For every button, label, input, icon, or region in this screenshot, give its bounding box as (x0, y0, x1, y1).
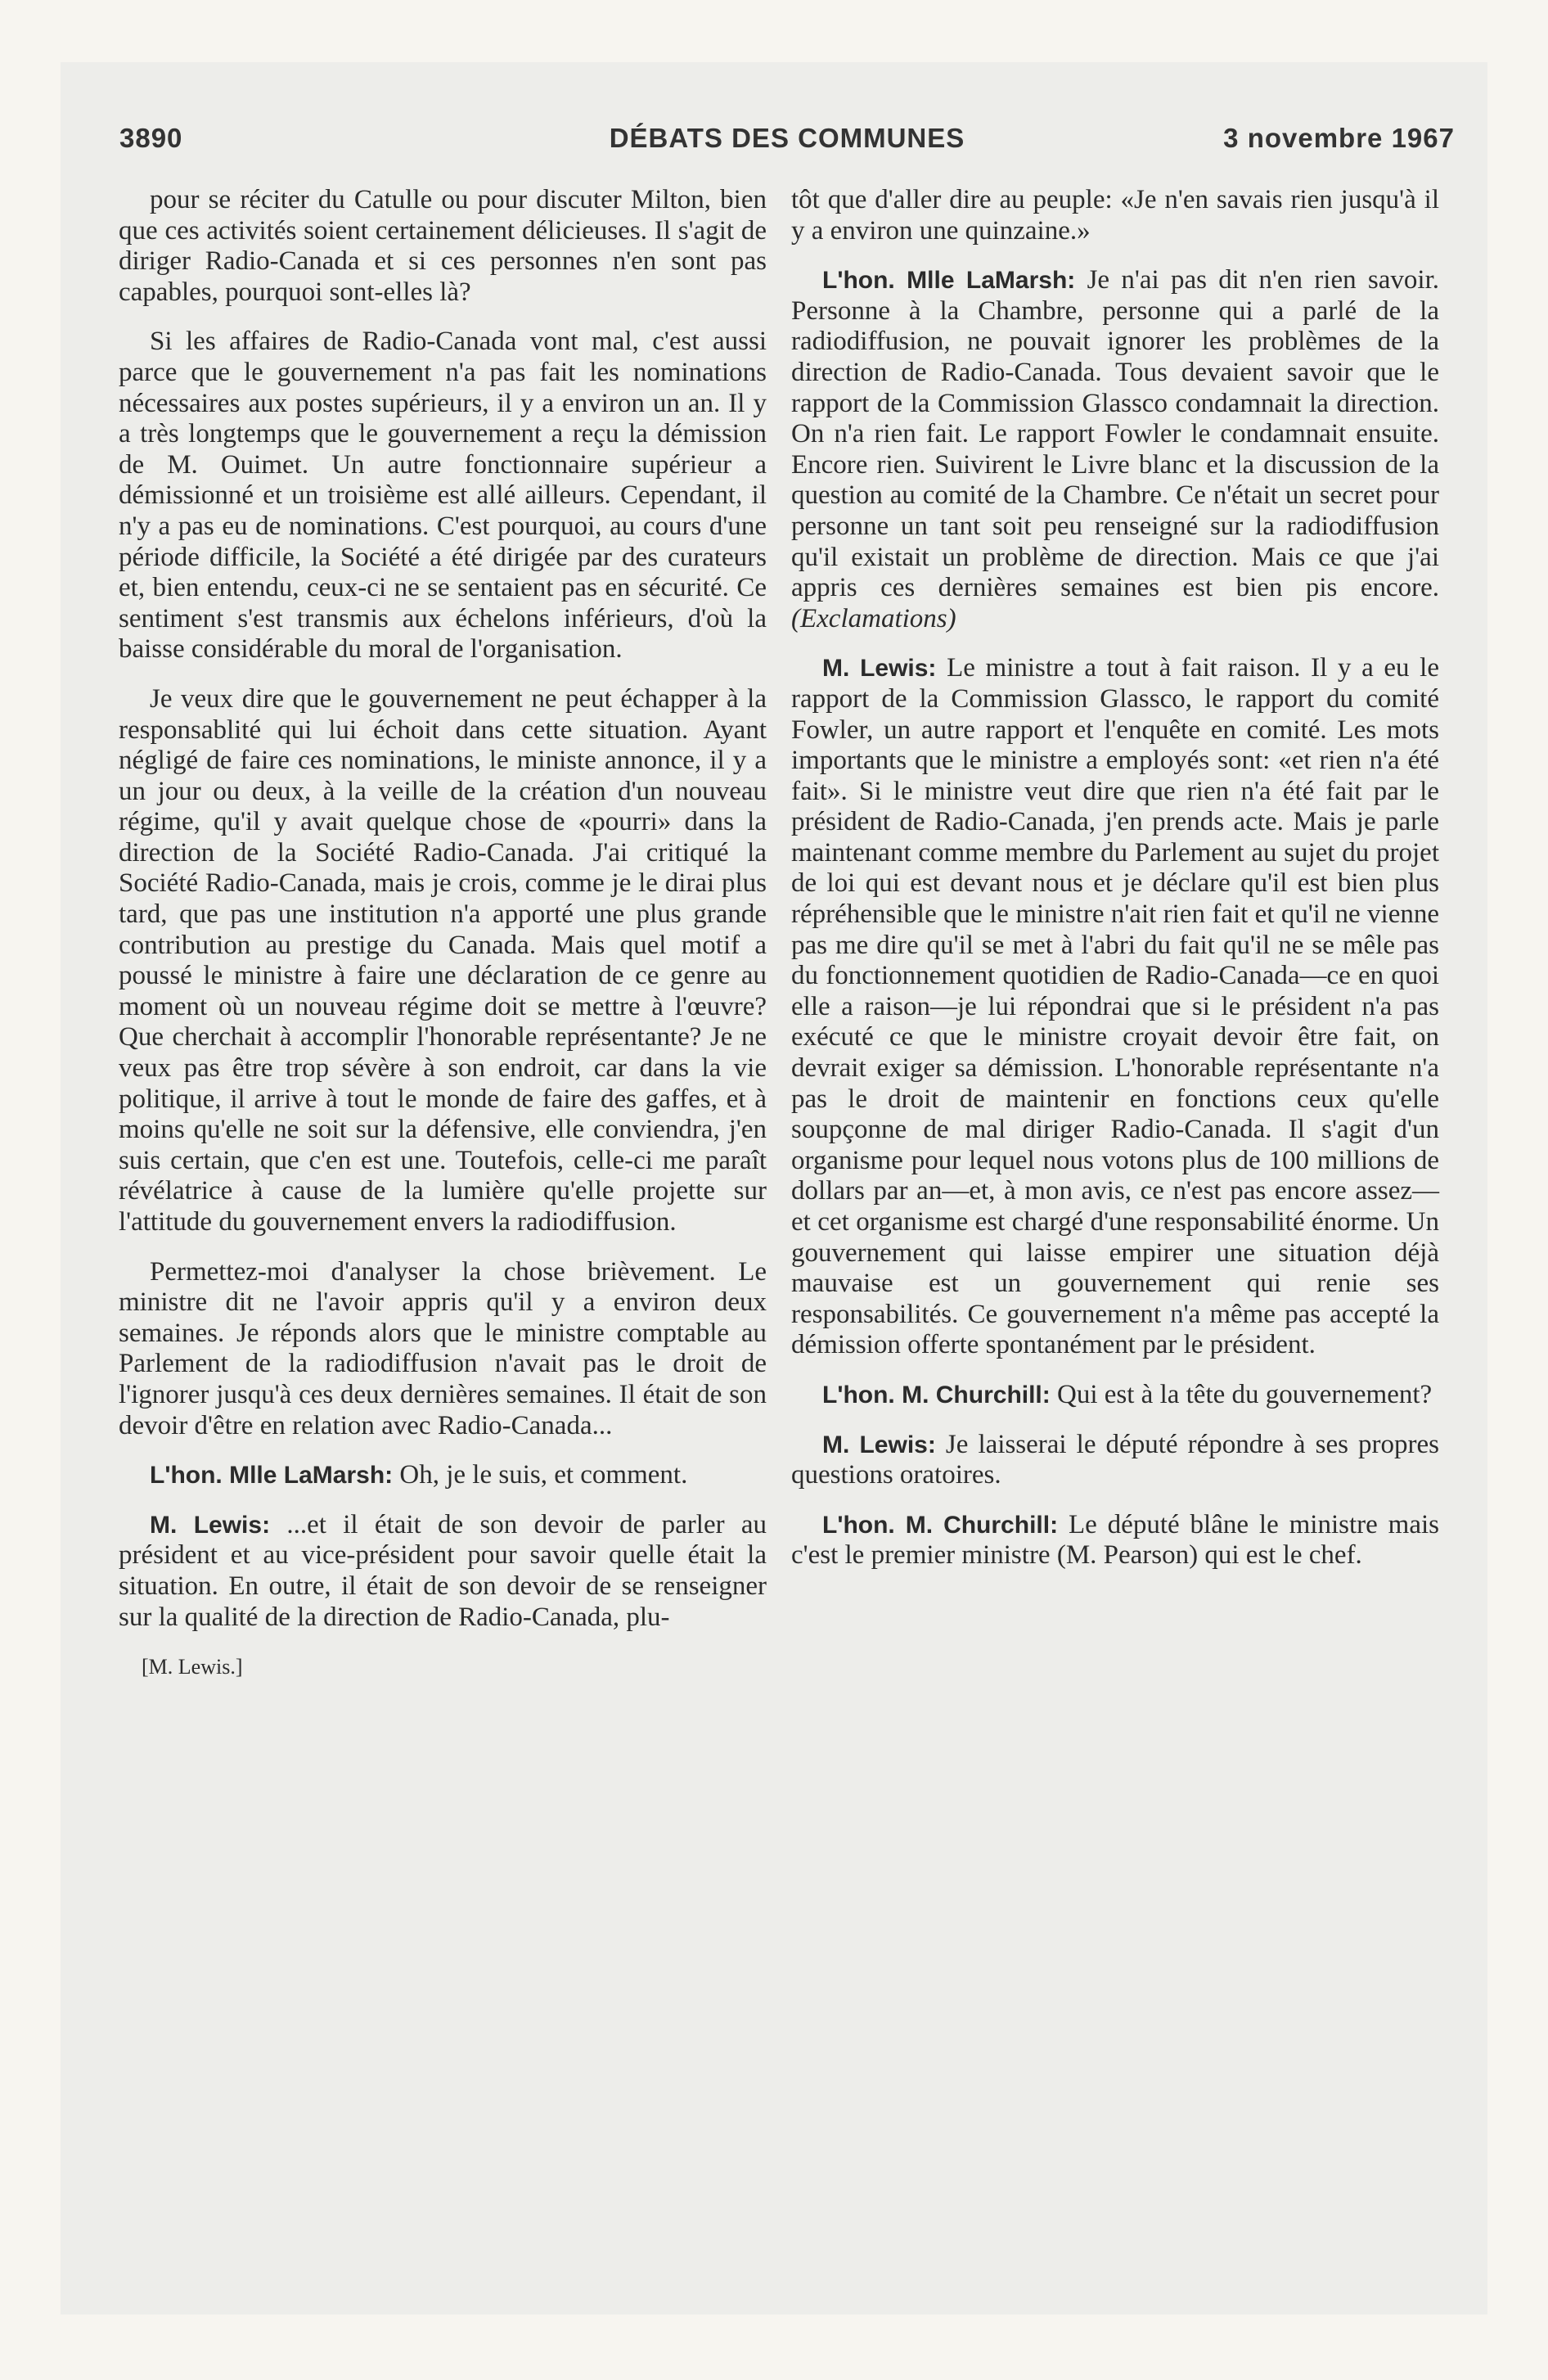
page-number: 3890 (119, 123, 183, 153)
left-column (119, 185, 767, 1683)
paragraph-text: Je laisserai le député répondre à ses propres questions oratoires. (791, 1429, 1440, 1490)
paragraph-text: Oh, je le suis, et comment. (399, 1460, 688, 1490)
page-title: DÉBATS DES COMMUNES (609, 123, 965, 153)
paragraph-text: Qui est à la tête du gouvernement? (1057, 1379, 1433, 1409)
paragraph (791, 265, 1439, 634)
paragraph (119, 1460, 767, 1491)
paragraph (791, 185, 1439, 246)
speaker-name: M. Lewis: (822, 1431, 936, 1458)
paragraph-text: Si les affaires de Radio-Canada vont mal, c'est aussi parce que le gouvernement n'a pas fait les nominations nécessaires aux postes supérieurs, il y a environ un an. Il y a très longtemps que le gouvernement a reçu la démission de M. Ouimet. Un autre fonctionnaire supérieur a démissionné et un troisième est allé ailleurs. Cependant, il n'y a pas eu de nominations. C'est pourquoi, au cours d'une période difficile, la Société a été dirigée par des curateurs et, bien entendu, ceux-ci ne se sentaient pas en sécurité. Ce sentiment s'est transmis aux échelons inférieurs, d'où la baisse considérable du moral de l'organisation. (119, 327, 767, 665)
speaker-name: L'hon. Mlle LaMarsh: (822, 267, 1076, 295)
paragraph (791, 1510, 1439, 1571)
paragraph (791, 1430, 1439, 1491)
paragraph (791, 653, 1439, 1361)
paragraph-text: Je n'ai pas dit n'en rien savoir. Personne à la Chambre, personne qui a parlé de la radiodiffusion, ne pouvait ignorer les problèmes de la direction de Radio-Canada. Tous devaient savoir que le rapport de la Commission Glassco condamnait la direction. On n'a rien fait. Le rapport Fowler le condamnait ensuite. Encore rien. Suivirent le Livre blanc et la discussion de la question au comité de la Chambre. Ce n'était un secret pour personne un tant soit peu renseigné sur la radiodiffusion qu'il existait un problème de direction. Mais ce que j'ai appris ces dernières semaines est bien pis encore. (791, 265, 1439, 603)
paragraph (119, 327, 767, 665)
paragraph-text: tôt que d'aller dire au peuple: «Je n'en savais rien jusqu'à il y a environ une quinzaine.» (791, 185, 1439, 246)
paragraph (119, 1257, 767, 1442)
speaker-name: L'hon. M. Churchill: (822, 1381, 1051, 1409)
page-date: 3 novembre 1967 (1223, 123, 1455, 153)
speaker-name: L'hon. M. Churchill: (822, 1511, 1059, 1539)
paragraph-text: Le député blâne le ministre mais c'est le premier ministre (M. Pearson) qui est le chef. (791, 1509, 1439, 1571)
interjection: (Exclamations) (791, 603, 956, 633)
paragraph (119, 684, 767, 1238)
speaker-name: L'hon. Mlle LaMarsh: (150, 1462, 394, 1490)
paragraph (119, 185, 767, 308)
paragraph-text: Permettez-moi d'analyser la chose brièvement. Le ministre dit ne l'avoir appris qu'il y a environ deux semaines. Je réponds alors que le ministre comptable au Parlement de la radiodiffusion n'avait pas le droit de l'ignorer jusqu'à ces deux dernières semaines. Il était de son devoir d'être en relation avec Radio-Canada... (119, 1256, 767, 1440)
paragraph-text: pour se réciter du Catulle ou pour discuter Milton, bien que ces activités soient certainement délicieuses. Il s'agit de diriger Radio-Canada et si ces personnes n'en sont pas capables, pourquoi sont-elles là? (119, 185, 767, 307)
paragraph-text: Le ministre a tout à fait raison. Il y a eu le rapport de la Commission Glassco, le rapport du comité Fowler, un autre rapport et l'enquête en comité. Les mots importants que le ministre a employés sont: «et rien n'a été fait». Si le ministre veut dire que rien n'a été fait par le président de Radio-Canada, j'en prends acte. Mais je parle maintenant comme membre du Parlement au sujet du projet de loi qui est devant nous et je déclare qu'il est bien plus répréhensible que le ministre n'ait rien fait et qu'il ne vienne pas me dire qu'il se met à l'abri du fait qu'il ne se mêle pas du fonctionnement quotidien de Radio-Canada—ce en quoi elle a raison—je lui répondrai que si le président n'a pas exécuté ce que le ministre croyait devoir être fait, on devrait exiger sa démission. L'honorable représentante n'a pas le droit de maintenir en fonctions ceux qu'elle soupçonne de mal diriger Radio-Canada. Il s'agit d'un organisme pour lequel nous votons plus de 100 millions de dollars par an—et, à mon avis, ce n'est pas encore assez—et cet organisme est chargé d'une responsabilité énorme. Un gouvernement qui laisse empirer une situation déjà mauvaise est un gouvernement qui renie ses responsabilités. Ce gouvernement n'a même pas accepté la démission offerte spontanément par le président. (791, 653, 1439, 1360)
paragraph-text: ...et il était de son devoir de parler au président et au vice-président pour savoir quelle était la situation. En outre, il était de son devoir de se renseigner sur la qualité de la direction de Radio-Canada, plu- (119, 1509, 767, 1632)
speaker-name: M. Lewis: (822, 655, 937, 683)
paragraph (119, 1510, 767, 1633)
paragraph (791, 1380, 1439, 1411)
speaker-name: M. Lewis: (150, 1511, 271, 1539)
paragraph-text: Je veux dire que le gouvernement ne peut échapper à la responsablité qui lui échoit dans cette situation. Ayant négligé de faire ces nominations, le ministe annonce, il y a un jour ou deux, à la veille de la création d'un nouveau régime, qu'il y avait quelque chose de «pourri» dans la direction de la Société Radio-Canada. J'ai critiqué la Société Radio-Canada, mais je crois, comme je le dirai plus tard, que pas une institution n'a apporté une plus grande contribution au prestige du Canada. Mais quel motif a poussé le ministre à faire une déclaration de ce genre au moment où un nouveau régime doit se mettre à l'œuvre? Que cherchait à accomplir l'honorable représentante? Je ne veux pas être trop sévère à son endroit, car dans la vie politique, il arrive à tout le monde de faire des gaffes, et à moins qu'elle ne soit sur la défensive, elle conviendra, j'en suis certain, que c'en est une. Toutefois, celle-ci me paraît révélatrice à cause de la lumière qu'elle projette sur l'attitude du gouvernement envers la radiodiffusion. (119, 683, 767, 1237)
right-column (791, 185, 1439, 1590)
page-header (119, 123, 1455, 172)
speaker-footnote: [M. Lewis.] (142, 1655, 243, 1679)
